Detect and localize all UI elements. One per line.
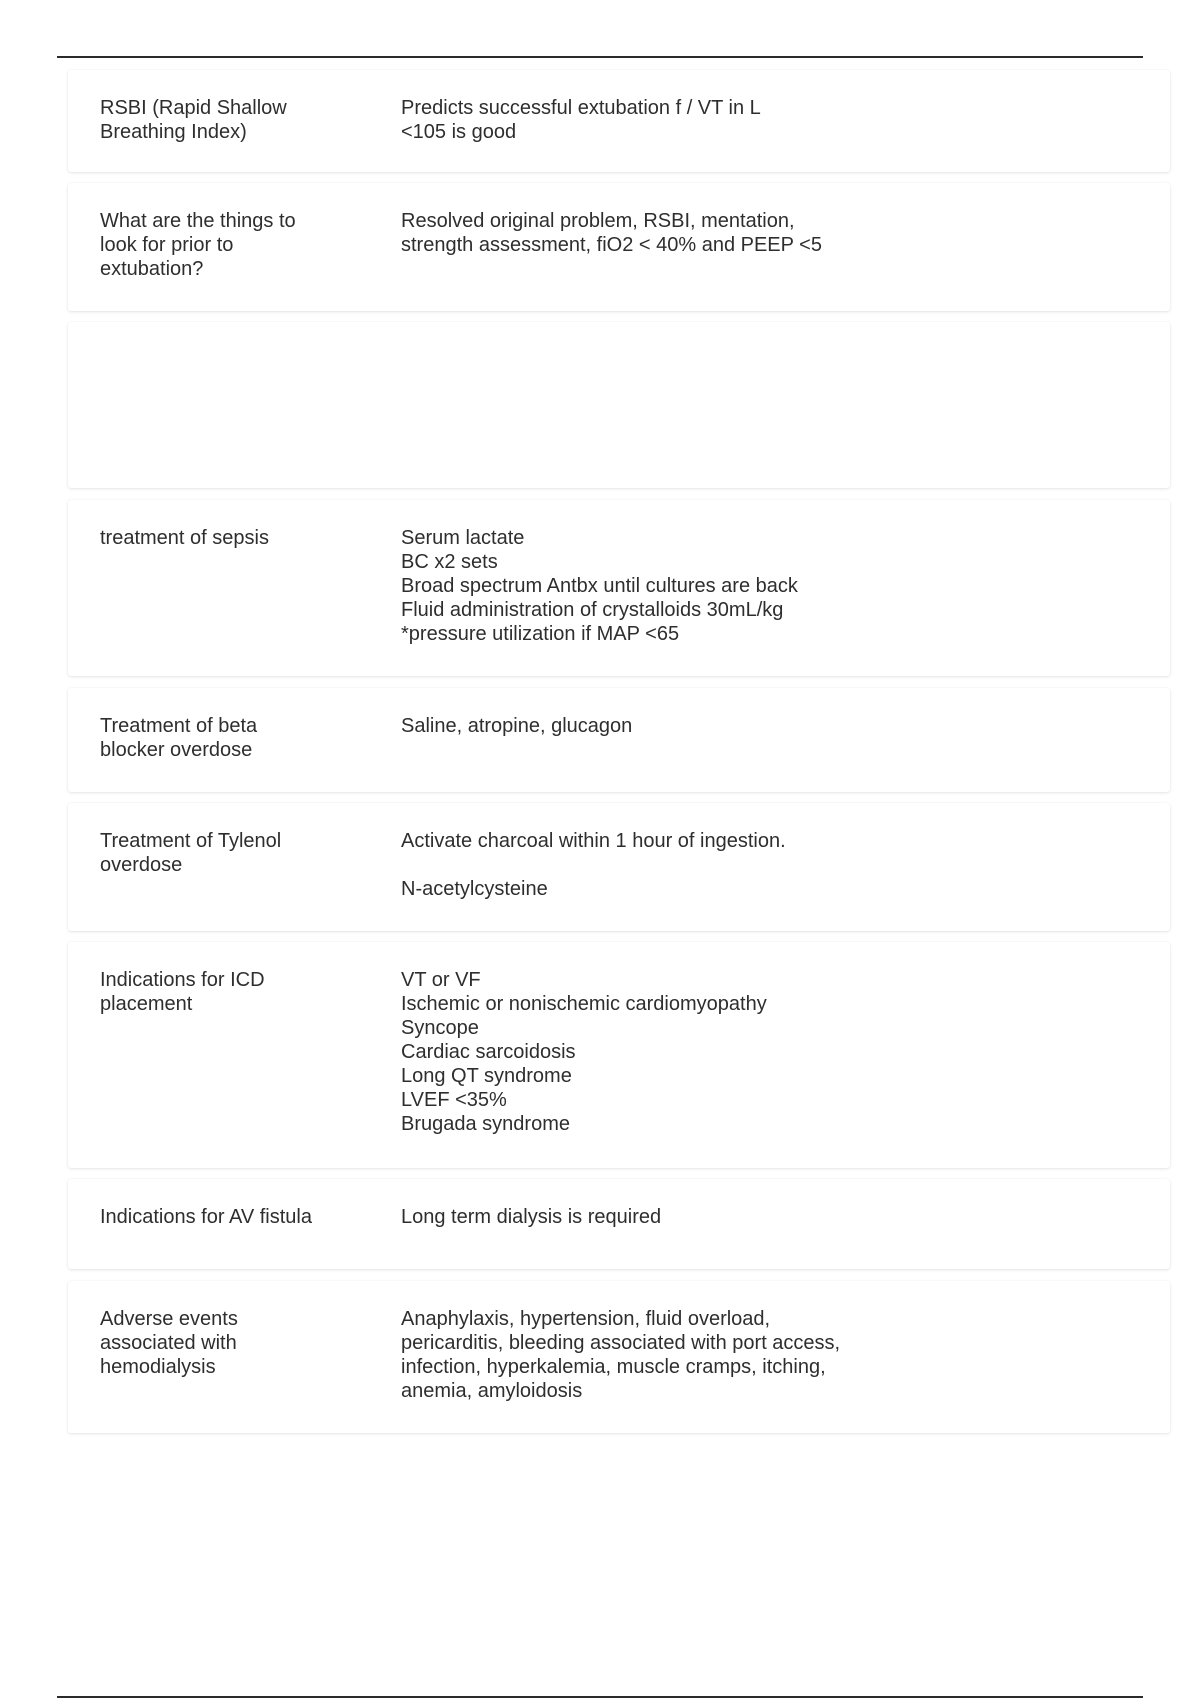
flashcard-hemodialysis <box>68 1281 1170 1433</box>
card-term: Indications for AV fistula <box>100 1206 312 1228</box>
card-term: Treatment of beta blocker overdose <box>100 715 258 761</box>
card-term: treatment of sepsis <box>100 527 269 549</box>
card-definition: Anaphylaxis, hypertension, fluid overload, pericarditis, bleeding associated with port access, infection, hyperkalemia, muscle cramps, itching, anemia, amyloidosis <box>401 1308 841 1402</box>
card-definition: Saline, atropine, glucagon <box>401 715 633 737</box>
top-divider <box>57 56 1143 58</box>
card-term: RSBI (Rapid Shallow Breathing Index) <box>100 97 287 143</box>
card-term: Treatment of Tylenol overdose <box>100 830 282 876</box>
flashcard-icd <box>68 942 1170 1168</box>
card-definition: Predicts successful extubation f / VT in L <105 is good <box>401 97 761 143</box>
card-definition: Serum lactate BC x2 sets Broad spectrum Antbx until cultures are back Fluid administration of crystalloids 30mL/kg *pressure utilization if MAP <65 <box>401 527 798 645</box>
flashcard-extubation <box>68 183 1170 311</box>
card-definition: Activate charcoal within 1 hour of ingestion. N-acetylcysteine <box>401 830 786 900</box>
flashcard-tylenol <box>68 803 1170 931</box>
flashcard-sepsis <box>68 500 1170 676</box>
flashcard-rsbi <box>68 70 1170 172</box>
card-term: What are the things to look for prior to extubation? <box>100 210 296 280</box>
flashcard-av-fistula <box>68 1179 1170 1269</box>
card-definition: VT or VF Ischemic or nonischemic cardiomyopathy Syncope Cardiac sarcoidosis Long QT syndrome LVEF <35% Brugada syndrome <box>401 969 767 1135</box>
card-term: Indications for ICD placement <box>100 969 265 1015</box>
card-definition: Long term dialysis is required <box>401 1206 662 1228</box>
bottom-divider <box>57 1696 1143 1698</box>
card-definition: Resolved original problem, RSBI, mentation, strength assessment, fiO2 < 40% and PEEP <5 <box>401 210 822 256</box>
card-term: Adverse events associated with hemodialysis <box>100 1308 238 1378</box>
flashcard-beta-blocker <box>68 688 1170 792</box>
flashcard-empty <box>68 322 1170 488</box>
